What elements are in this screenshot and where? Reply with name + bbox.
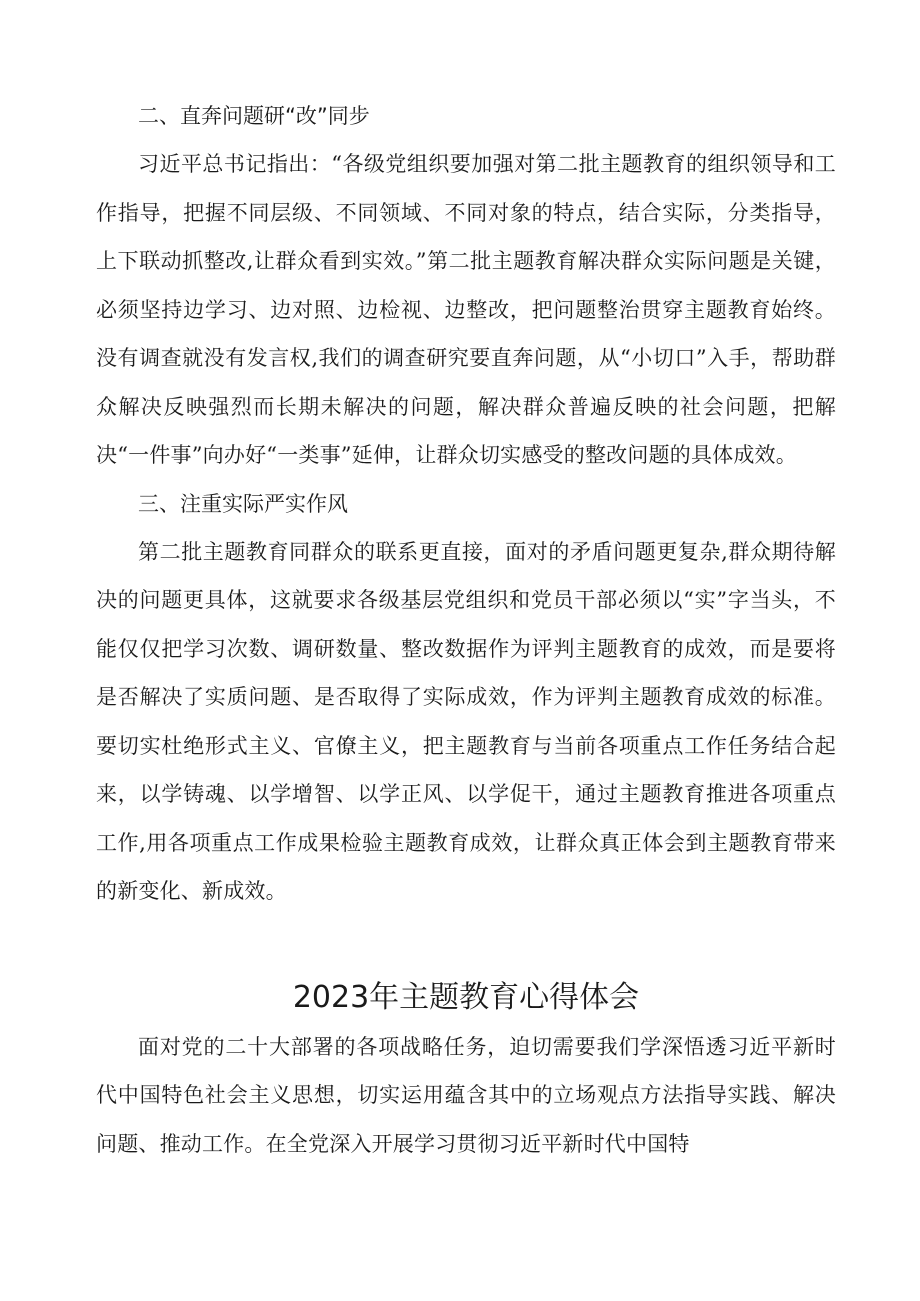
title-block xyxy=(96,973,836,1023)
section-heading-2: 二、直奔问题研“改”同步 xyxy=(138,104,370,128)
section-paragraph-3: 第二批主题教育同群众的联系更直接，面对的矛盾问题更复杂,群众期待解决的问题更具体，这就要求各级基层党组织和党员干部必须以“实”字当头，不能仅仅把学习次数、调研数量、整改数据作为评判主题教育的成效，而是要将是否解决了实质问题、是否取得了实际成效，作为评判主题教育成效的标准。要切实杜绝形式主义、官僚主义，把主题教育与当前各项重点工作任务结合起来，以学铸魂、以学增智、以学正风、以学促干，通过主题教育推进各项重点工作,用各项重点工作成果检验主题教育成效，让群众真正体会到主题教育带来的新变化、新成效。 xyxy=(96,539,836,903)
document-title: 2023年主题教育心得体会 xyxy=(292,979,640,1015)
intro-paragraph: 面对党的二十大部署的各项战略任务，迫切需要我们学深悟透习近平新时代中国特色社会主义思想，切实运用蕴含其中的立场观点方法指导实践、解决问题、推动工作。在全党深入开展学习贯彻习近平新时代中国特 xyxy=(96,1034,836,1156)
document-page xyxy=(96,92,836,1168)
section-paragraph-2: 习近平总书记指出：“各级党组织要加强对第二批主题教育的组织领导和工作指导，把握不同层级、不同领域、不同对象的特点，结合实际，分类指导，上下联动抓整改,让群众看到实效。”第二批主题教育解决群众实际问题是关键，必须坚持边学习、边对照、边检视、边整改，把问题整治贯穿主题教育始终。没有调查就没有发言权,我们的调查研究要直奔问题，从“小切口”入手，帮助群众解决反映强烈而长期未解决的问题，解决群众普遍反映的社会问题，把解决“一件事”向办好“一类事”延伸，让群众切实感受的整改问题的具体成效。 xyxy=(96,152,836,467)
section-heading-3: 三、注重实际严实作风 xyxy=(138,491,348,516)
